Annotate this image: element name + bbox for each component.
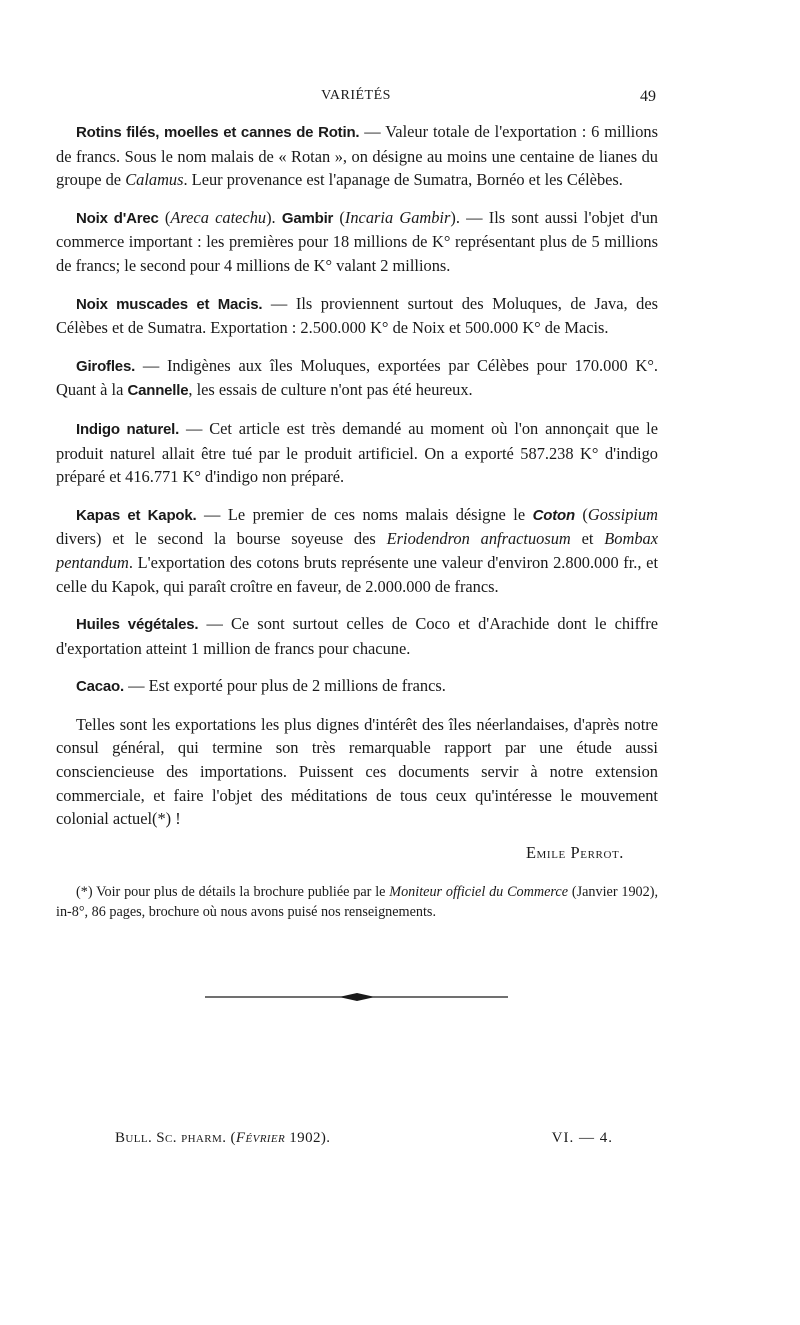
italic-term: Gossipium <box>587 504 658 524</box>
footnote <box>56 882 658 922</box>
citation-text: Bull. Sc. pharm. ( <box>115 1130 236 1146</box>
paragraph-text: — Indigènes aux îles Moluques, exportées par Célèbes pour 170.000 K°. Quant à la <box>56 355 658 400</box>
paragraph-text: ( <box>333 207 345 227</box>
paragraph-text: ( <box>574 504 588 524</box>
paragraph-noix-muscades <box>56 292 658 340</box>
citation-text: 1902). <box>285 1130 331 1146</box>
article-body <box>56 120 658 936</box>
footnote-text: (Janvier 1902), in-8°, 86 pages, brochure où nous avons puisé nos renseignements. <box>56 884 658 921</box>
paragraph-text: — Est exporté pour plus de 2 millions de francs. <box>124 676 446 696</box>
page-number: 49 <box>640 88 656 105</box>
author-signature: Emile Perrot. <box>525 842 624 862</box>
paragraph-huiles <box>56 612 658 660</box>
paragraph-text: Telles sont les exportations les plus dignes d'intérêt des îles néerlandaises, d'après notre consul général, qui termine son très remarquable rapport par une étude aussi consciencieuse des importations. Puissent ces documents servir à notre extension commerciale, et faire l'objet des méditations de tous ceux qu'intéresse le mouvement colonial actuel(*) ! <box>56 714 658 829</box>
paragraph-text: ( <box>158 207 171 227</box>
italic-term: Eriodendron anfractuosum <box>386 529 571 549</box>
paragraph-text: , les essais de culture n'ont pas été heureux. <box>188 380 473 400</box>
paragraph-heading: Noix d'Arec <box>76 209 159 227</box>
paragraph-text: . Leur provenance est l'apanage de Sumatra, Bornéo et les Célèbes. <box>183 170 623 190</box>
page-footer <box>115 1130 613 1154</box>
paragraph-text: — Ce sont surtout celles de Coco et d'Arachide dont le chiffre d'exportation atteint 1 million de francs pour chacune. <box>56 614 658 658</box>
paragraph-heading: Kapas et Kapok. <box>76 506 197 524</box>
paragraph-heading: Noix muscades et Macis. <box>76 295 263 313</box>
italic-term: Moniteur officiel du Commerce <box>389 884 569 901</box>
paragraph-heading: Girofles. <box>76 357 136 375</box>
paragraph-kapas-kapok <box>56 503 658 598</box>
paragraph-rotins <box>56 120 658 192</box>
paragraph-subheading: Gambir <box>281 209 334 227</box>
paragraph-text: divers) et le second la bourse soyeuse des <box>56 529 387 549</box>
journal-citation <box>115 1130 330 1147</box>
paragraph-text: ). — Ils sont aussi l'objet d'un commerce important : les premières pour 18 millions de K° représentant plus de 5 millions de francs; le second pour 4 millions de K° valant 2 millions. <box>56 207 658 275</box>
section-divider-ornament <box>205 990 508 1004</box>
italic-bold-term: Coton <box>532 506 575 524</box>
footnote-text: (*) Voir pour plus de détails la brochure publiée par le <box>76 884 390 901</box>
italic-term: Bombax pentandum <box>56 529 658 572</box>
paragraph-heading: Indigo naturel. <box>76 420 180 438</box>
paragraph-text: . L'exportation des cotons bruts représente une valeur d'environ 2.800.000 fr., et celle du Kapok, qui paraît croître en faveur, de 2.000.000 de francs. <box>56 552 658 596</box>
page-header <box>56 88 656 110</box>
paragraph-text: et <box>570 529 605 549</box>
signature-mark: VI. — 4. <box>551 1130 613 1146</box>
paragraph-noix-arec <box>56 206 658 278</box>
paragraph-indigo <box>56 417 658 489</box>
paragraph-text: — Cet article est très demandé au moment où l'on annonçait que le produit naturel allait être tué par le produit artificiel. On a exporté 587.238 K° d'indigo préparé et 416.771 K° d'indigo non préparé. <box>56 418 658 487</box>
paragraph-heading: Huiles végétales. <box>76 616 199 634</box>
italic-term: Areca catechu <box>170 207 267 227</box>
paragraph-text: — Valeur totale de l'exportation : 6 millions de francs. Sous le nom malais de « Rotan », on désigne au moins une centaine de lianes du groupe de <box>56 122 658 190</box>
paragraph-heading: Cacao. <box>76 678 124 696</box>
paragraph-text: — Le premier de ces noms malais désigne le <box>196 504 533 524</box>
paragraph-heading: Rotins filés, moelles et cannes de Rotin. <box>76 124 360 141</box>
paragraph-cacao <box>56 674 658 699</box>
citation-month: Février <box>235 1130 286 1146</box>
paragraph-subheading: Cannelle <box>127 382 189 400</box>
paragraph-girofles <box>56 354 658 403</box>
paragraph-conclusion <box>56 713 658 831</box>
paragraph-text: — Ils proviennent surtout des Moluques, de Java, des Célèbes et de Sumatra. Exportation : 2.500.000 K° de Noix et 500.000 K° de Macis. <box>56 293 659 338</box>
italic-term: Calamus <box>125 170 184 190</box>
italic-term: Incaria Gambir <box>344 207 451 227</box>
running-head: VARIÉTÉS <box>321 88 391 103</box>
paragraph-text: ). <box>266 207 282 227</box>
